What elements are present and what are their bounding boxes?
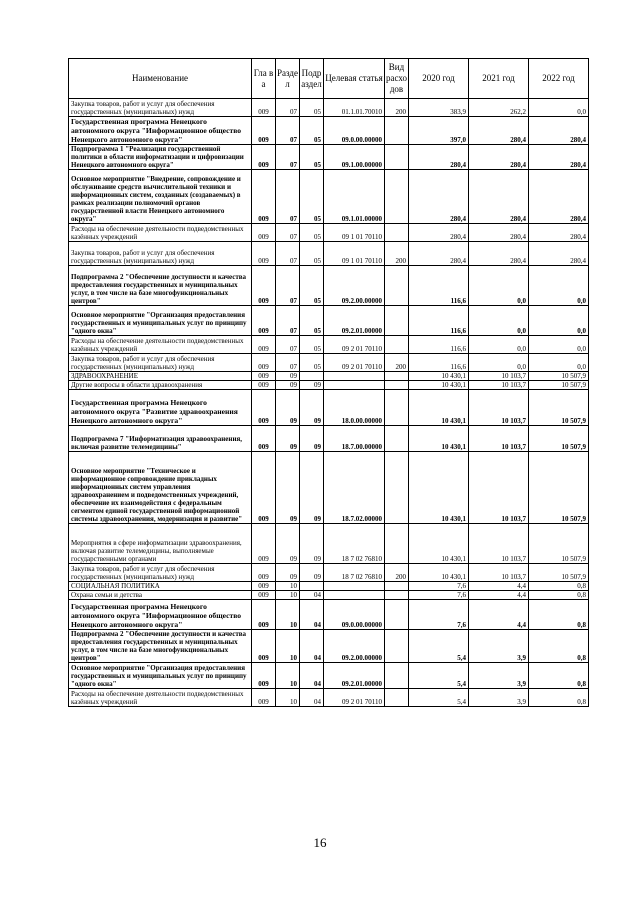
cell-podrazdel: 04 bbox=[300, 591, 324, 600]
table-row bbox=[69, 381, 589, 390]
cell-glava: 009 bbox=[252, 372, 276, 381]
cell-glava: 009 bbox=[252, 663, 276, 689]
cell-podrazdel: 09 bbox=[300, 452, 324, 524]
cell-2021: 0,0 bbox=[469, 266, 529, 306]
cell-podrazdel: 09 bbox=[300, 426, 324, 452]
cell-2020: 7,6 bbox=[409, 582, 469, 591]
cell-podrazdel: 04 bbox=[300, 663, 324, 689]
cell-2020: 5,4 bbox=[409, 663, 469, 689]
cell-target: 09.1.00.00000 bbox=[324, 145, 385, 170]
cell-2021: 10 103,7 bbox=[469, 524, 529, 564]
cell-razdel: 07 bbox=[276, 117, 300, 145]
table-row bbox=[69, 336, 589, 354]
cell-glava: 009 bbox=[252, 426, 276, 452]
cell-razdel: 10 bbox=[276, 630, 300, 663]
cell-podrazdel: 04 bbox=[300, 600, 324, 630]
cell-name: Закупка товаров, работ и услуг для обеспечения государственных (муниципальных) нужд bbox=[69, 242, 252, 266]
cell-2022: 0,8 bbox=[529, 663, 589, 689]
cell-2020: 116,6 bbox=[409, 336, 469, 354]
cell-target bbox=[324, 591, 385, 600]
col-header-2021: 2021 год bbox=[469, 59, 529, 99]
table-row bbox=[69, 170, 589, 224]
table-row bbox=[69, 242, 589, 266]
table-row bbox=[69, 564, 589, 582]
cell-podrazdel: 05 bbox=[300, 266, 324, 306]
table-row bbox=[69, 390, 589, 426]
col-header-razdel: Разде л bbox=[276, 59, 300, 99]
cell-glava: 009 bbox=[252, 591, 276, 600]
col-header-podrazdel: Подр аздел bbox=[300, 59, 324, 99]
cell-name: Мероприятия в сфере информатизации здравоохранения, включая развитие телемедицины, выполняемые государственными органами bbox=[69, 524, 252, 564]
cell-target: 09 1 01 70110 bbox=[324, 242, 385, 266]
cell-name: СОЦИАЛЬНАЯ ПОЛИТИКА bbox=[69, 582, 252, 591]
col-header-vid: Вид расхо дов bbox=[385, 59, 409, 99]
cell-razdel: 07 bbox=[276, 336, 300, 354]
cell-2022: 10 507,9 bbox=[529, 381, 589, 390]
cell-glava: 009 bbox=[252, 336, 276, 354]
cell-razdel: 09 bbox=[276, 564, 300, 582]
cell-vid bbox=[385, 452, 409, 524]
cell-2022: 0,0 bbox=[529, 266, 589, 306]
cell-glava: 009 bbox=[252, 117, 276, 145]
cell-razdel: 07 bbox=[276, 224, 300, 242]
cell-glava: 009 bbox=[252, 524, 276, 564]
cell-vid bbox=[385, 630, 409, 663]
cell-2022: 0,0 bbox=[529, 306, 589, 336]
cell-2020: 7,6 bbox=[409, 591, 469, 600]
cell-razdel: 09 bbox=[276, 452, 300, 524]
cell-2022: 10 507,9 bbox=[529, 524, 589, 564]
cell-target: 18 7 02 76810 bbox=[324, 564, 385, 582]
cell-glava: 009 bbox=[252, 381, 276, 390]
cell-2022: 10 507,9 bbox=[529, 426, 589, 452]
cell-razdel: 07 bbox=[276, 242, 300, 266]
cell-razdel: 07 bbox=[276, 145, 300, 170]
cell-2020: 7,6 bbox=[409, 600, 469, 630]
cell-razdel: 07 bbox=[276, 266, 300, 306]
cell-2020: 5,4 bbox=[409, 689, 469, 707]
cell-2020: 116,6 bbox=[409, 266, 469, 306]
table-row bbox=[69, 117, 589, 145]
cell-2020: 10 430,1 bbox=[409, 372, 469, 381]
cell-glava: 009 bbox=[252, 306, 276, 336]
cell-2022: 10 507,9 bbox=[529, 390, 589, 426]
cell-vid bbox=[385, 381, 409, 390]
cell-name: Государственная программа Ненецкого автономного округа "Информационное общество Ненецкого автономного округа" bbox=[69, 600, 252, 630]
col-header-2020: 2020 год bbox=[409, 59, 469, 99]
cell-vid: 200 bbox=[385, 354, 409, 372]
cell-glava: 009 bbox=[252, 242, 276, 266]
col-header-glava: Гла в а bbox=[252, 59, 276, 99]
cell-glava: 009 bbox=[252, 145, 276, 170]
cell-razdel: 10 bbox=[276, 663, 300, 689]
cell-razdel: 07 bbox=[276, 354, 300, 372]
cell-podrazdel: 05 bbox=[300, 99, 324, 117]
cell-razdel: 09 bbox=[276, 426, 300, 452]
cell-vid bbox=[385, 591, 409, 600]
cell-podrazdel: 05 bbox=[300, 336, 324, 354]
cell-glava: 009 bbox=[252, 564, 276, 582]
cell-target: 18 7 02 76810 bbox=[324, 524, 385, 564]
cell-2021: 280,4 bbox=[469, 170, 529, 224]
cell-podrazdel: 05 bbox=[300, 170, 324, 224]
cell-podrazdel: 05 bbox=[300, 242, 324, 266]
table-row bbox=[69, 306, 589, 336]
cell-name: Основное мероприятие "Организация предоставления государственных и муниципальных услуг по принципу "одного окна" bbox=[69, 663, 252, 689]
cell-vid: 200 bbox=[385, 242, 409, 266]
cell-vid bbox=[385, 145, 409, 170]
page-number: 16 bbox=[313, 835, 327, 850]
cell-name: Расходы на обеспечение деятельности подведомственных казённых учреждений bbox=[69, 336, 252, 354]
cell-name: Другие вопросы в области здравоохранения bbox=[69, 381, 252, 390]
cell-2022: 0,8 bbox=[529, 582, 589, 591]
cell-glava: 009 bbox=[252, 689, 276, 707]
cell-2022: 0,8 bbox=[529, 591, 589, 600]
table-row bbox=[69, 145, 589, 170]
cell-glava: 009 bbox=[252, 600, 276, 630]
cell-target: 09 2 01 70110 bbox=[324, 689, 385, 707]
cell-razdel: 09 bbox=[276, 381, 300, 390]
cell-name: Основное мероприятие "Техническое и информационное сопровождение прикладных информационных систем управления здравоохранением и подведомственных учреждений, обеспечение их взаимодействия с федеральным сегментом единой государственной информационной системы здравоохранения, модернизация и развитие" bbox=[69, 452, 252, 524]
cell-vid: 200 bbox=[385, 564, 409, 582]
col-header-target: Целевая статья bbox=[324, 59, 385, 99]
cell-razdel: 10 bbox=[276, 689, 300, 707]
cell-glava: 009 bbox=[252, 582, 276, 591]
cell-podrazdel bbox=[300, 582, 324, 591]
cell-razdel: 09 bbox=[276, 524, 300, 564]
cell-2021: 0,0 bbox=[469, 336, 529, 354]
cell-2022: 10 507,9 bbox=[529, 452, 589, 524]
cell-target: 09.0.00.00000 bbox=[324, 117, 385, 145]
cell-2021: 0,0 bbox=[469, 306, 529, 336]
cell-podrazdel: 05 bbox=[300, 224, 324, 242]
cell-podrazdel: 04 bbox=[300, 630, 324, 663]
cell-razdel: 09 bbox=[276, 372, 300, 381]
cell-name: Расходы на обеспечение деятельности подведомственных казённых учреждений bbox=[69, 689, 252, 707]
cell-2021: 4,4 bbox=[469, 582, 529, 591]
cell-name: Основное мероприятие "Организация предоставления государственных и муниципальных услуг по принципу "одного окна" bbox=[69, 306, 252, 336]
cell-razdel: 07 bbox=[276, 306, 300, 336]
cell-target: 18.7.02.00000 bbox=[324, 452, 385, 524]
cell-2021: 10 103,7 bbox=[469, 452, 529, 524]
cell-2020: 116,6 bbox=[409, 306, 469, 336]
table-row bbox=[69, 266, 589, 306]
cell-target: 09.2.00.00000 bbox=[324, 266, 385, 306]
cell-2022: 0,8 bbox=[529, 600, 589, 630]
cell-2022: 280,4 bbox=[529, 242, 589, 266]
cell-vid bbox=[385, 390, 409, 426]
cell-2021: 0,0 bbox=[469, 354, 529, 372]
cell-2021: 4,4 bbox=[469, 600, 529, 630]
cell-target: 01.1.01.70010 bbox=[324, 99, 385, 117]
cell-2021: 10 103,7 bbox=[469, 426, 529, 452]
cell-razdel: 10 bbox=[276, 591, 300, 600]
cell-2022: 10 507,9 bbox=[529, 372, 589, 381]
cell-vid bbox=[385, 582, 409, 591]
cell-2021: 10 103,7 bbox=[469, 390, 529, 426]
cell-2021: 280,4 bbox=[469, 145, 529, 170]
cell-podrazdel: 05 bbox=[300, 145, 324, 170]
cell-podrazdel: 09 bbox=[300, 390, 324, 426]
cell-2021: 280,4 bbox=[469, 117, 529, 145]
table-row bbox=[69, 354, 589, 372]
cell-podrazdel: 05 bbox=[300, 117, 324, 145]
cell-name: Подпрограмма 7 "Информатизация здравоохранения, включая развитие телемедицины" bbox=[69, 426, 252, 452]
cell-name: Основное мероприятие "Внедрение, сопровождение и обслуживание средств вычислительной техники и информационных систем, созданных (создаваемых) в рамках реализации полномочий органов государственной власти Ненецкого автономного округа" bbox=[69, 170, 252, 224]
cell-vid bbox=[385, 663, 409, 689]
table-row bbox=[69, 591, 589, 600]
cell-vid bbox=[385, 336, 409, 354]
cell-target: 18.0.00.00000 bbox=[324, 390, 385, 426]
cell-glava: 009 bbox=[252, 630, 276, 663]
cell-name: ЗДРАВООХРАНЕНИЕ bbox=[69, 372, 252, 381]
cell-2021: 280,4 bbox=[469, 242, 529, 266]
cell-2021: 3,9 bbox=[469, 663, 529, 689]
cell-target bbox=[324, 582, 385, 591]
cell-2020: 280,4 bbox=[409, 242, 469, 266]
cell-name: Закупка товаров, работ и услуг для обеспечения государственных (муниципальных) нужд bbox=[69, 99, 252, 117]
cell-2020: 10 430,1 bbox=[409, 381, 469, 390]
cell-name: Государственная программа Ненецкого автономного округа "Информационное общество Ненецкого автономного округа" bbox=[69, 117, 252, 145]
cell-vid bbox=[385, 224, 409, 242]
cell-2020: 116,6 bbox=[409, 354, 469, 372]
cell-target bbox=[324, 381, 385, 390]
cell-vid bbox=[385, 372, 409, 381]
cell-target: 09 2 01 70110 bbox=[324, 354, 385, 372]
cell-glava: 009 bbox=[252, 99, 276, 117]
cell-2022: 0,8 bbox=[529, 689, 589, 707]
cell-2022: 10 507,9 bbox=[529, 564, 589, 582]
cell-2022: 280,4 bbox=[529, 145, 589, 170]
cell-podrazdel: 09 bbox=[300, 524, 324, 564]
cell-2020: 383,9 bbox=[409, 99, 469, 117]
cell-2020: 280,4 bbox=[409, 170, 469, 224]
cell-2022: 0,0 bbox=[529, 354, 589, 372]
cell-vid bbox=[385, 170, 409, 224]
cell-2020: 10 430,1 bbox=[409, 426, 469, 452]
cell-2020: 10 430,1 bbox=[409, 452, 469, 524]
cell-glava: 009 bbox=[252, 266, 276, 306]
cell-vid bbox=[385, 117, 409, 145]
table-row bbox=[69, 452, 589, 524]
cell-razdel: 09 bbox=[276, 390, 300, 426]
table-row bbox=[69, 582, 589, 591]
cell-razdel: 10 bbox=[276, 600, 300, 630]
cell-2021: 4,4 bbox=[469, 591, 529, 600]
cell-2021: 262,2 bbox=[469, 99, 529, 117]
cell-2022: 0,8 bbox=[529, 630, 589, 663]
cell-2022: 280,4 bbox=[529, 224, 589, 242]
cell-2021: 280,4 bbox=[469, 224, 529, 242]
cell-razdel: 07 bbox=[276, 170, 300, 224]
table-body bbox=[69, 99, 589, 707]
table-row bbox=[69, 224, 589, 242]
cell-2020: 10 430,1 bbox=[409, 390, 469, 426]
cell-vid bbox=[385, 524, 409, 564]
table-row bbox=[69, 99, 589, 117]
table-row bbox=[69, 630, 589, 663]
cell-razdel: 10 bbox=[276, 582, 300, 591]
cell-name: Закупка товаров, работ и услуг для обеспечения государственных (муниципальных) нужд bbox=[69, 564, 252, 582]
cell-name: Расходы на обеспечение деятельности подведомственных казённых учреждений bbox=[69, 224, 252, 242]
cell-podrazdel: 09 bbox=[300, 381, 324, 390]
table-row bbox=[69, 600, 589, 630]
cell-2020: 280,4 bbox=[409, 145, 469, 170]
cell-vid bbox=[385, 689, 409, 707]
table-header-row bbox=[69, 59, 589, 99]
cell-2020: 5,4 bbox=[409, 630, 469, 663]
cell-target: 09.2.00.00000 bbox=[324, 630, 385, 663]
cell-2021: 3,9 bbox=[469, 689, 529, 707]
cell-vid bbox=[385, 306, 409, 336]
cell-2022: 280,4 bbox=[529, 117, 589, 145]
col-header-2022: 2022 год bbox=[529, 59, 589, 99]
cell-name: Закупка товаров, работ и услуг для обеспечения государственных (муниципальных) нужд bbox=[69, 354, 252, 372]
cell-target: 18.7.00.00000 bbox=[324, 426, 385, 452]
cell-name: Охрана семьи и детства bbox=[69, 591, 252, 600]
cell-target: 09 1 01 70110 bbox=[324, 224, 385, 242]
cell-2020: 10 430,1 bbox=[409, 524, 469, 564]
cell-name: Подпрограмма 2 "Обеспечение доступности и качества предоставления государственных и муниципальных услуг, в том числе на базе многофункциональных центров" bbox=[69, 266, 252, 306]
cell-glava: 009 bbox=[252, 170, 276, 224]
cell-2020: 10 430,1 bbox=[409, 564, 469, 582]
cell-podrazdel: 09 bbox=[300, 564, 324, 582]
cell-name: Подпрограмма 1 "Реализация государственной политики в области информатизации и цифровизации Ненецкого автономного округа" bbox=[69, 145, 252, 170]
cell-razdel: 07 bbox=[276, 99, 300, 117]
cell-2020: 397,0 bbox=[409, 117, 469, 145]
table-row bbox=[69, 372, 589, 381]
cell-name: Государственная программа Ненецкого автономного округа "Развитие здравоохранения Ненецкого автономного округа" bbox=[69, 390, 252, 426]
cell-2021: 10 103,7 bbox=[469, 564, 529, 582]
cell-vid bbox=[385, 426, 409, 452]
table-row bbox=[69, 524, 589, 564]
cell-target: 09.0.00.00000 bbox=[324, 600, 385, 630]
cell-target: 09.1.01.00000 bbox=[324, 170, 385, 224]
cell-vid bbox=[385, 600, 409, 630]
cell-2021: 10 103,7 bbox=[469, 381, 529, 390]
cell-podrazdel: 05 bbox=[300, 306, 324, 336]
cell-2022: 0,0 bbox=[529, 99, 589, 117]
cell-target: 09.2.01.00000 bbox=[324, 306, 385, 336]
cell-podrazdel: 05 bbox=[300, 354, 324, 372]
cell-target: 09.2.01.00000 bbox=[324, 663, 385, 689]
cell-name: Подпрограмма 2 "Обеспечение доступности и качества предоставления государственных и муниципальных услуг, в том числе на базе многофункциональных центров" bbox=[69, 630, 252, 663]
table-row bbox=[69, 663, 589, 689]
cell-glava: 009 bbox=[252, 224, 276, 242]
cell-2020: 280,4 bbox=[409, 224, 469, 242]
cell-2021: 3,9 bbox=[469, 630, 529, 663]
cell-2021: 10 103,7 bbox=[469, 372, 529, 381]
cell-vid: 200 bbox=[385, 99, 409, 117]
cell-glava: 009 bbox=[252, 390, 276, 426]
cell-2022: 0,0 bbox=[529, 336, 589, 354]
cell-2022: 280,4 bbox=[529, 170, 589, 224]
table-row bbox=[69, 689, 589, 707]
cell-podrazdel bbox=[300, 372, 324, 381]
table-row bbox=[69, 426, 589, 452]
cell-vid bbox=[385, 266, 409, 306]
budget-table bbox=[68, 58, 589, 707]
cell-glava: 009 bbox=[252, 354, 276, 372]
cell-podrazdel: 04 bbox=[300, 689, 324, 707]
cell-target bbox=[324, 372, 385, 381]
cell-target: 09 2 01 70110 bbox=[324, 336, 385, 354]
cell-glava: 009 bbox=[252, 452, 276, 524]
col-header-name: Наименование bbox=[69, 59, 252, 99]
